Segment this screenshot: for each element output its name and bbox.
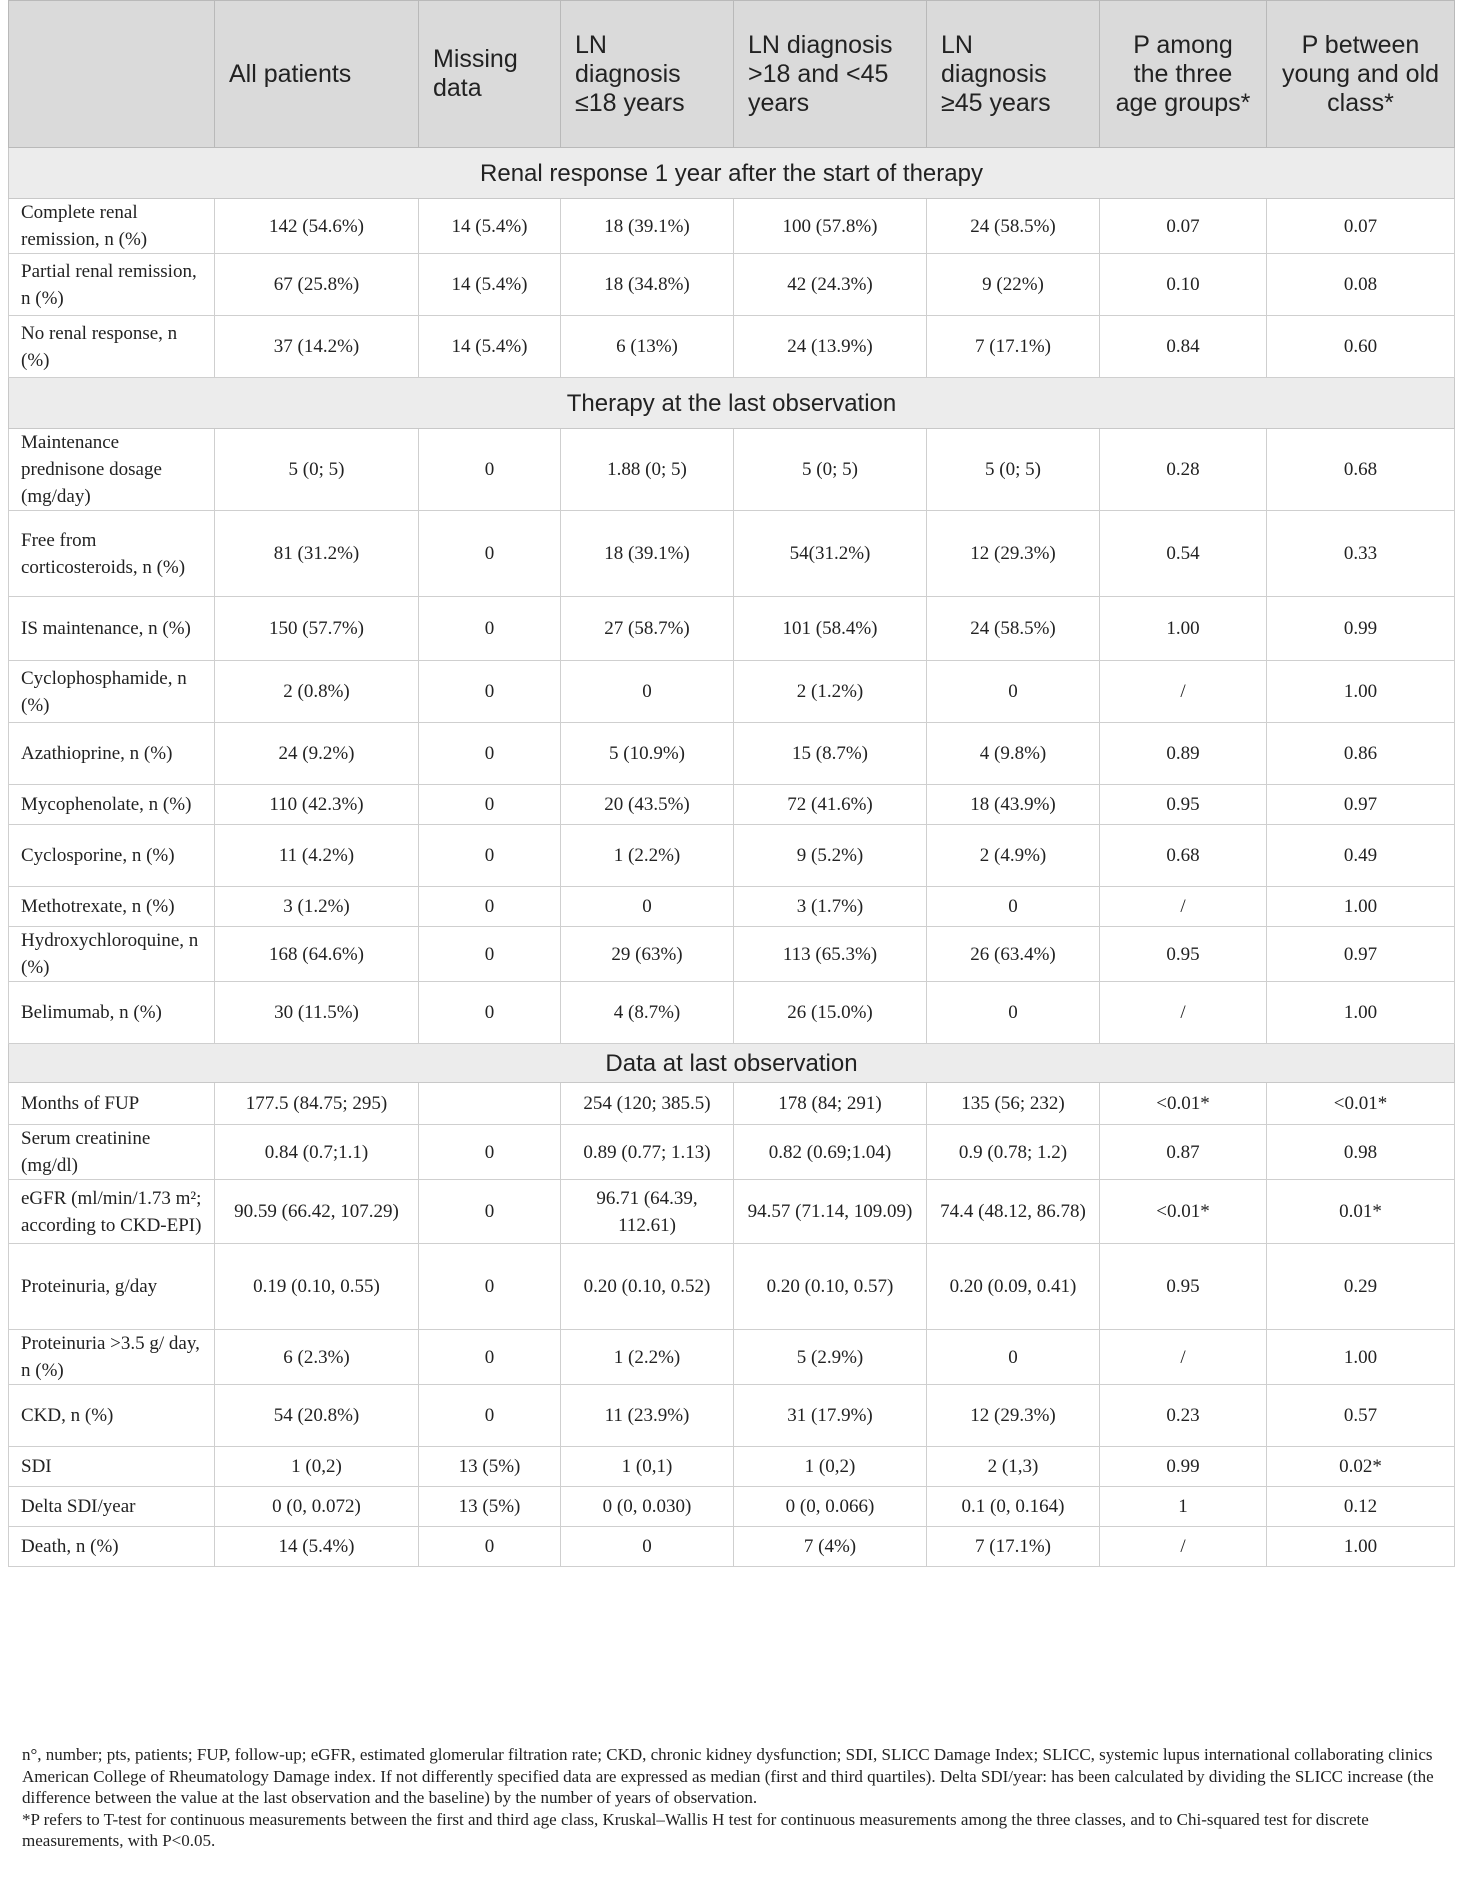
table-cell: 0.01* bbox=[1267, 1180, 1455, 1244]
table-cell: 0.99 bbox=[1267, 597, 1455, 661]
header-row bbox=[9, 1, 1455, 148]
table-cell: 1.00 bbox=[1267, 1527, 1455, 1567]
row-label: Proteinuria >3.5 g/ day, n (%) bbox=[9, 1330, 215, 1385]
row-label: CKD, n (%) bbox=[9, 1385, 215, 1447]
table-cell: <0.01* bbox=[1100, 1180, 1267, 1244]
table-cell: 0.84 (0.7;1.1) bbox=[215, 1125, 419, 1180]
table-cell: 0 bbox=[419, 887, 561, 927]
table-cell: 0.1 (0, 0.164) bbox=[927, 1487, 1100, 1527]
table-cell: 0 bbox=[927, 982, 1100, 1044]
table-cell: 0 bbox=[561, 887, 734, 927]
table-cell: 1.00 bbox=[1267, 1330, 1455, 1385]
header-p-three-groups: P among the three age groups* bbox=[1100, 1, 1267, 148]
table-cell: 12 (29.3%) bbox=[927, 511, 1100, 597]
table-cell: 5 (0; 5) bbox=[734, 429, 927, 511]
table-row bbox=[9, 1487, 1455, 1527]
table-cell: 0.95 bbox=[1100, 785, 1267, 825]
table-cell: 24 (9.2%) bbox=[215, 723, 419, 785]
table-cell: 2 (0.8%) bbox=[215, 661, 419, 723]
table-cell: 1.00 bbox=[1100, 597, 1267, 661]
table-cell: 12 (29.3%) bbox=[927, 1385, 1100, 1447]
table-cell: 254 (120; 385.5) bbox=[561, 1083, 734, 1125]
table-cell: 110 (42.3%) bbox=[215, 785, 419, 825]
row-label: eGFR (ml/min/1.73 m²; according to CKD-EPI) bbox=[9, 1180, 215, 1244]
table-cell: 1 (0,2) bbox=[734, 1447, 927, 1487]
table-cell: 0 bbox=[419, 1330, 561, 1385]
table-cell: 0.20 (0.10, 0.57) bbox=[734, 1244, 927, 1330]
table-cell: 0 bbox=[419, 927, 561, 982]
table-cell: 113 (65.3%) bbox=[734, 927, 927, 982]
table-cell: 0.97 bbox=[1267, 785, 1455, 825]
table-cell: <0.01* bbox=[1100, 1083, 1267, 1125]
table-row bbox=[9, 429, 1455, 511]
table-row bbox=[9, 1527, 1455, 1567]
table-cell: 2 (4.9%) bbox=[927, 825, 1100, 887]
table-cell: 0 bbox=[927, 1330, 1100, 1385]
row-label: Free from corticosteroids, n (%) bbox=[9, 511, 215, 597]
table-cell: 1.00 bbox=[1267, 982, 1455, 1044]
table-cell: 178 (84; 291) bbox=[734, 1083, 927, 1125]
table-cell: 168 (64.6%) bbox=[215, 927, 419, 982]
table-cell: 1 (2.2%) bbox=[561, 1330, 734, 1385]
header-ln-18-to-45: LN diagnosis >18 and <45 years bbox=[734, 1, 927, 148]
table-cell: 150 (57.7%) bbox=[215, 597, 419, 661]
table-cell: 0 bbox=[419, 982, 561, 1044]
table-cell: 7 (17.1%) bbox=[927, 316, 1100, 378]
table-cell: 11 (23.9%) bbox=[561, 1385, 734, 1447]
table-cell: 0.07 bbox=[1267, 199, 1455, 254]
table-cell: 1 (0,2) bbox=[215, 1447, 419, 1487]
row-label: Months of FUP bbox=[9, 1083, 215, 1125]
section-title: Renal response 1 year after the start of therapy bbox=[9, 148, 1455, 199]
table-cell: 90.59 (66.42, 107.29) bbox=[215, 1180, 419, 1244]
row-label: Death, n (%) bbox=[9, 1527, 215, 1567]
table-cell: 14 (5.4%) bbox=[419, 199, 561, 254]
table-cell: 0.33 bbox=[1267, 511, 1455, 597]
table-cell: 0.89 (0.77; 1.13) bbox=[561, 1125, 734, 1180]
row-label: Maintenance prednisone dosage (mg/day) bbox=[9, 429, 215, 511]
table-cell: 1 bbox=[1100, 1487, 1267, 1527]
table-cell: 31 (17.9%) bbox=[734, 1385, 927, 1447]
table-cell: 14 (5.4%) bbox=[215, 1527, 419, 1567]
table-cell: 135 (56; 232) bbox=[927, 1083, 1100, 1125]
table-cell: / bbox=[1100, 661, 1267, 723]
table-cell: 1 (2.2%) bbox=[561, 825, 734, 887]
table-cell: 6 (2.3%) bbox=[215, 1330, 419, 1385]
table-cell: 0 bbox=[419, 1527, 561, 1567]
table-cell: 0.19 (0.10, 0.55) bbox=[215, 1244, 419, 1330]
row-label: Hydroxychloroquine, n (%) bbox=[9, 927, 215, 982]
footnote-abbreviations: n°, number; pts, patients; FUP, follow-up; eGFR, estimated glomerular filtration rate; CKD, chronic kidney dysfunction; SDI, SLICC Damage Index; SLICC, systemic lupus international collaborating clinics American College of Rheumatology Damage index. If not differently specified data are expressed as median (first and third quartiles). Delta SDI/year: has been calculated by dividing the SLICC increase (the difference between the value at the last observation and the baseline) by the number of years of observation. bbox=[22, 1745, 1434, 1807]
table-cell: 30 (11.5%) bbox=[215, 982, 419, 1044]
header-all-patients: All patients bbox=[215, 1, 419, 148]
table-cell: 0.87 bbox=[1100, 1125, 1267, 1180]
table-row bbox=[9, 199, 1455, 254]
table-cell: 0.97 bbox=[1267, 927, 1455, 982]
table-cell: 3 (1.7%) bbox=[734, 887, 927, 927]
table-cell: 0 bbox=[419, 825, 561, 887]
table-cell: 26 (63.4%) bbox=[927, 927, 1100, 982]
table-cell bbox=[419, 1083, 561, 1125]
row-label: No renal response, n (%) bbox=[9, 316, 215, 378]
table-row bbox=[9, 1125, 1455, 1180]
table-cell: 14 (5.4%) bbox=[419, 254, 561, 316]
table-cell: 0 bbox=[419, 1244, 561, 1330]
table-cell: 0 bbox=[561, 1527, 734, 1567]
row-label: SDI bbox=[9, 1447, 215, 1487]
header-ln-under-18: LN diagnosis ≤18 years bbox=[561, 1, 734, 148]
table-row bbox=[9, 316, 1455, 378]
table-cell: 0.12 bbox=[1267, 1487, 1455, 1527]
table-cell: 0.20 (0.09, 0.41) bbox=[927, 1244, 1100, 1330]
header-missing-data: Missing data bbox=[419, 1, 561, 148]
table-cell: 101 (58.4%) bbox=[734, 597, 927, 661]
table-row bbox=[9, 1244, 1455, 1330]
row-label: Delta SDI/year bbox=[9, 1487, 215, 1527]
table-cell: 4 (9.8%) bbox=[927, 723, 1100, 785]
table-cell: 0.07 bbox=[1100, 199, 1267, 254]
table-row bbox=[9, 661, 1455, 723]
section-title: Data at last observation bbox=[9, 1044, 1455, 1083]
table-cell: 0.54 bbox=[1100, 511, 1267, 597]
header-p-young-old: P between young and old class* bbox=[1267, 1, 1455, 148]
table-cell: 54(31.2%) bbox=[734, 511, 927, 597]
table-cell: 14 (5.4%) bbox=[419, 316, 561, 378]
table-row bbox=[9, 723, 1455, 785]
table-row bbox=[9, 825, 1455, 887]
table-cell: 6 (13%) bbox=[561, 316, 734, 378]
table-cell: 26 (15.0%) bbox=[734, 982, 927, 1044]
table-cell: 18 (34.8%) bbox=[561, 254, 734, 316]
table-cell: 0.68 bbox=[1100, 825, 1267, 887]
table-cell: 142 (54.6%) bbox=[215, 199, 419, 254]
table-cell: 0.20 (0.10, 0.52) bbox=[561, 1244, 734, 1330]
table-cell: 18 (43.9%) bbox=[927, 785, 1100, 825]
section-row bbox=[9, 378, 1455, 429]
table-cell: 1.88 (0; 5) bbox=[561, 429, 734, 511]
table-cell: 0 bbox=[927, 887, 1100, 927]
table-cell: 0.98 bbox=[1267, 1125, 1455, 1180]
table-cell: 0 (0, 0.066) bbox=[734, 1487, 927, 1527]
results-table-container bbox=[8, 0, 1454, 1567]
table-cell: 1.00 bbox=[1267, 887, 1455, 927]
table-row bbox=[9, 1083, 1455, 1125]
table-cell: 0.08 bbox=[1267, 254, 1455, 316]
table-body bbox=[9, 148, 1455, 1567]
table-cell: 4 (8.7%) bbox=[561, 982, 734, 1044]
table-cell: 0 bbox=[419, 429, 561, 511]
row-label: Cyclophosphamide, n (%) bbox=[9, 661, 215, 723]
table-cell: 81 (31.2%) bbox=[215, 511, 419, 597]
table-row bbox=[9, 1180, 1455, 1244]
table-cell: 24 (58.5%) bbox=[927, 199, 1100, 254]
table-cell: 72 (41.6%) bbox=[734, 785, 927, 825]
table-row bbox=[9, 1330, 1455, 1385]
table-cell: 1.00 bbox=[1267, 661, 1455, 723]
table-row bbox=[9, 785, 1455, 825]
header-ln-over-45: LN diagnosis ≥45 years bbox=[927, 1, 1100, 148]
table-cell: 0.10 bbox=[1100, 254, 1267, 316]
table-row bbox=[9, 1385, 1455, 1447]
table-cell: <0.01* bbox=[1267, 1083, 1455, 1125]
section-row bbox=[9, 148, 1455, 199]
table-cell: 20 (43.5%) bbox=[561, 785, 734, 825]
table-cell: / bbox=[1100, 1330, 1267, 1385]
table-cell: 0.60 bbox=[1267, 316, 1455, 378]
table-cell: 0 bbox=[419, 661, 561, 723]
table-cell: 11 (4.2%) bbox=[215, 825, 419, 887]
table-cell: 27 (58.7%) bbox=[561, 597, 734, 661]
table-row bbox=[9, 887, 1455, 927]
table-cell: 0.28 bbox=[1100, 429, 1267, 511]
table-cell: 0 bbox=[419, 1125, 561, 1180]
table-cell: 0.89 bbox=[1100, 723, 1267, 785]
row-label: Serum creatinine (mg/dl) bbox=[9, 1125, 215, 1180]
table-cell: 0.95 bbox=[1100, 927, 1267, 982]
row-label: Belimumab, n (%) bbox=[9, 982, 215, 1044]
row-label: Proteinuria, g/day bbox=[9, 1244, 215, 1330]
table-cell: 3 (1.2%) bbox=[215, 887, 419, 927]
table-cell: 15 (8.7%) bbox=[734, 723, 927, 785]
table-row bbox=[9, 1447, 1455, 1487]
table-cell: 0 bbox=[419, 785, 561, 825]
table-cell: 54 (20.8%) bbox=[215, 1385, 419, 1447]
table-cell: 5 (0; 5) bbox=[215, 429, 419, 511]
table-cell: 5 (10.9%) bbox=[561, 723, 734, 785]
table-cell: 0 (0, 0.072) bbox=[215, 1487, 419, 1527]
table-cell: 177.5 (84.75; 295) bbox=[215, 1083, 419, 1125]
table-cell: / bbox=[1100, 982, 1267, 1044]
results-table bbox=[8, 0, 1455, 1567]
table-row bbox=[9, 597, 1455, 661]
table-cell: 0 bbox=[419, 597, 561, 661]
table-cell: 0.95 bbox=[1100, 1244, 1267, 1330]
table-cell: 0 bbox=[419, 1385, 561, 1447]
row-label: Complete renal remission, n (%) bbox=[9, 199, 215, 254]
row-label: Partial renal remission, n (%) bbox=[9, 254, 215, 316]
table-cell: 0.02* bbox=[1267, 1447, 1455, 1487]
table-cell: 24 (13.9%) bbox=[734, 316, 927, 378]
table-cell: 0.84 bbox=[1100, 316, 1267, 378]
row-label: IS maintenance, n (%) bbox=[9, 597, 215, 661]
table-row bbox=[9, 927, 1455, 982]
row-label: Methotrexate, n (%) bbox=[9, 887, 215, 927]
table-cell: 13 (5%) bbox=[419, 1487, 561, 1527]
table-cell: 0 bbox=[419, 1180, 561, 1244]
table-cell: 0 bbox=[419, 511, 561, 597]
table-row bbox=[9, 982, 1455, 1044]
table-cell: / bbox=[1100, 1527, 1267, 1567]
row-label: Cyclosporine, n (%) bbox=[9, 825, 215, 887]
table-cell: 2 (1.2%) bbox=[734, 661, 927, 723]
table-cell: 37 (14.2%) bbox=[215, 316, 419, 378]
row-label: Mycophenolate, n (%) bbox=[9, 785, 215, 825]
table-cell: 0 bbox=[927, 661, 1100, 723]
table-cell: 0.29 bbox=[1267, 1244, 1455, 1330]
table-cell: 9 (22%) bbox=[927, 254, 1100, 316]
table-cell: 0.99 bbox=[1100, 1447, 1267, 1487]
table-cell: 0.23 bbox=[1100, 1385, 1267, 1447]
table-cell: 7 (4%) bbox=[734, 1527, 927, 1567]
row-label: Azathioprine, n (%) bbox=[9, 723, 215, 785]
table-cell: 5 (2.9%) bbox=[734, 1330, 927, 1385]
table-cell: 74.4 (48.12, 86.78) bbox=[927, 1180, 1100, 1244]
table-cell: 29 (63%) bbox=[561, 927, 734, 982]
table-cell: 96.71 (64.39, 112.61) bbox=[561, 1180, 734, 1244]
table-cell: 0 bbox=[419, 723, 561, 785]
table-cell: 18 (39.1%) bbox=[561, 511, 734, 597]
section-row bbox=[9, 1044, 1455, 1083]
table-cell: 24 (58.5%) bbox=[927, 597, 1100, 661]
table-cell: 42 (24.3%) bbox=[734, 254, 927, 316]
footnote-statistics: *P refers to T-test for continuous measurements between the first and third age class, Kruskal–Wallis H test for continuous measurements among the three classes, and to Chi-squared test for discrete measurements, with P<0.05. bbox=[22, 1809, 1369, 1850]
table-cell: 0.57 bbox=[1267, 1385, 1455, 1447]
header-cell-empty bbox=[9, 1, 215, 148]
table-cell: 0 (0, 0.030) bbox=[561, 1487, 734, 1527]
table-cell: 18 (39.1%) bbox=[561, 199, 734, 254]
table-cell: 67 (25.8%) bbox=[215, 254, 419, 316]
table-footnotes bbox=[22, 1744, 1442, 1852]
table-cell: 0.82 (0.69;1.04) bbox=[734, 1125, 927, 1180]
table-row bbox=[9, 511, 1455, 597]
table-cell: 2 (1,3) bbox=[927, 1447, 1100, 1487]
table-cell: 0.9 (0.78; 1.2) bbox=[927, 1125, 1100, 1180]
table-cell: 0.68 bbox=[1267, 429, 1455, 511]
section-title: Therapy at the last observation bbox=[9, 378, 1455, 429]
table-cell: / bbox=[1100, 887, 1267, 927]
table-cell: 0 bbox=[561, 661, 734, 723]
table-cell: 7 (17.1%) bbox=[927, 1527, 1100, 1567]
table-cell: 0.49 bbox=[1267, 825, 1455, 887]
table-cell: 94.57 (71.14, 109.09) bbox=[734, 1180, 927, 1244]
table-cell: 9 (5.2%) bbox=[734, 825, 927, 887]
table-cell: 5 (0; 5) bbox=[927, 429, 1100, 511]
table-cell: 0.86 bbox=[1267, 723, 1455, 785]
table-row bbox=[9, 254, 1455, 316]
table-cell: 13 (5%) bbox=[419, 1447, 561, 1487]
table-cell: 100 (57.8%) bbox=[734, 199, 927, 254]
table-cell: 1 (0,1) bbox=[561, 1447, 734, 1487]
